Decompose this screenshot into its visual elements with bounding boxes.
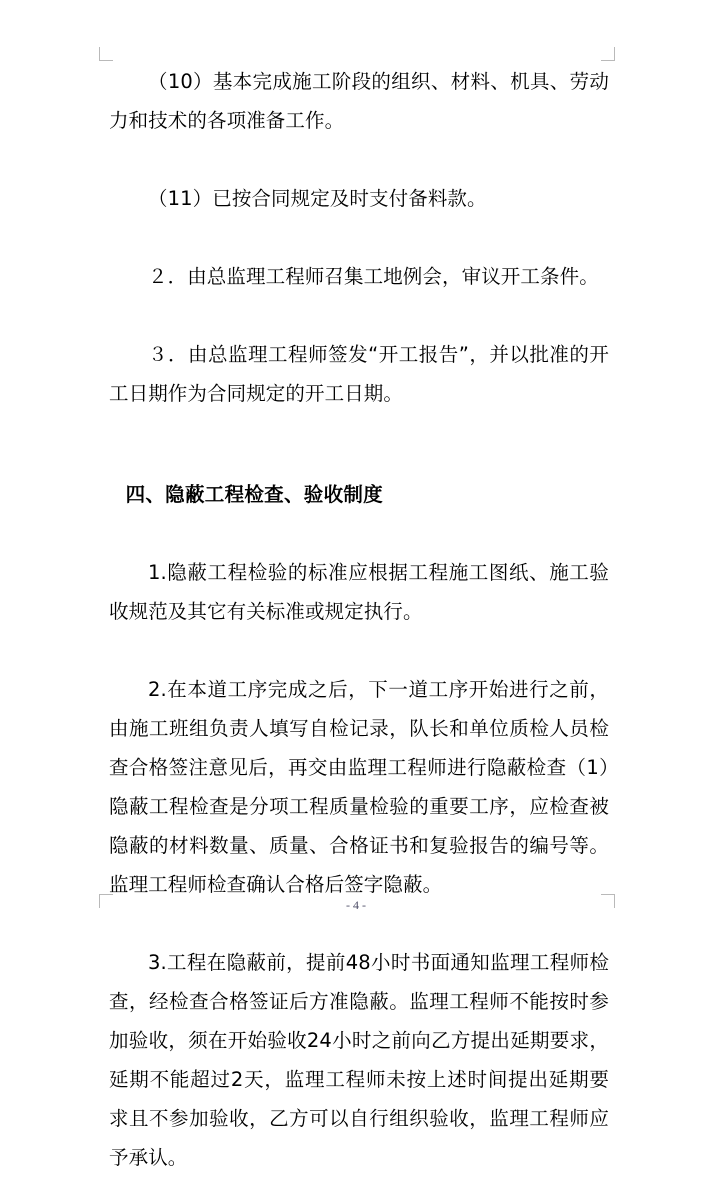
paragraph-spacer — [109, 631, 609, 670]
section-gap-spacer — [109, 413, 609, 475]
paragraph-item-10: （10）基本完成施工阶段的组织、材料、机具、劳动力和技术的各项准备工作。 — [109, 70, 609, 132]
paragraph-spacer — [109, 514, 609, 553]
paragraph-section-item-2: 2.在本道工序完成之后，下一道工序开始进行之前，由施工班组负责人填写自检记录，队长和单位质检人员检查合格签注意见后，再交由监理工程师进行隐蔽检查（1）隐蔽工程检查是分项工程质量检验的重要工序，应检查被隐蔽的材料数量、质量、合格证书和复验报告的编号等。监理工程师检查确认合格后签字隐蔽。 — [109, 678, 609, 896]
crop-mark-top-right-icon — [601, 47, 615, 61]
document-text-column — [109, 62, 609, 1177]
paragraph-section-item-1: 1.隐蔽工程检验的标准应根据工程施工图纸、施工验收规范及其它有关标准或规定执行。 — [109, 561, 609, 623]
paragraph-spacer — [109, 218, 609, 257]
page-number-footer: - 4 - — [346, 898, 366, 912]
paragraph-spacer — [109, 296, 609, 335]
crop-mark-top-left-icon — [99, 47, 113, 61]
section-heading: 四、隐蔽工程检查、验收制度 — [125, 483, 383, 506]
paragraph-item-3-start-report: ３．由总监理工程师签发“开工报告”，并以批准的开工日期作为合同规定的开工日期。 — [109, 343, 609, 405]
paragraph-spacer — [109, 140, 609, 179]
paragraph-item-11: （11）已按合同规定及时支付备料款。 — [148, 187, 487, 210]
paragraph-section-item-3: 3.工程在隐蔽前，提前48小时书面通知监理工程师检查，经检查合格签证后方准隐蔽。监理工程师不能按时参加验收，须在开始验收24小时之前向乙方提出延期要求，延期不能超过2天，监理工程师未按上述时间提出延期要求且不参加验收，乙方可以自行组织验收，监理工程师应予承认。 — [109, 951, 609, 1169]
paragraph-item-2-kickoff-meeting: ２．由总监理工程师召集工地例会，审议开工条件。 — [148, 265, 599, 288]
